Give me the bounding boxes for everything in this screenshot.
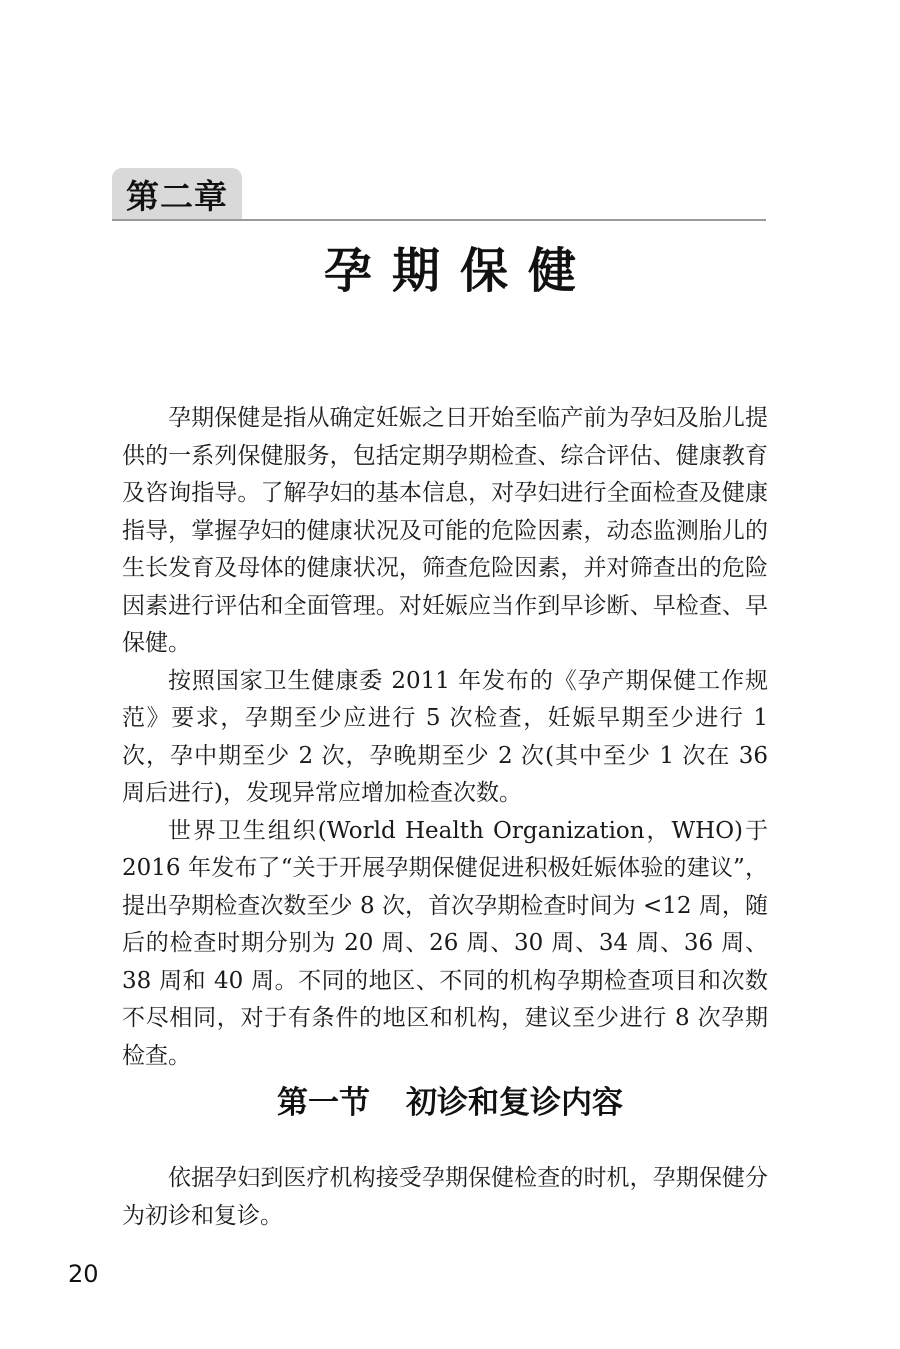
- section-title: 初诊和复诊内容: [406, 1085, 623, 1121]
- section-heading: [0, 1077, 900, 1122]
- section-paragraph-1: 依据孕妇到医疗机构接受孕期保健检查的时机，孕期保健分为初诊和复诊。: [122, 1165, 768, 1229]
- intro-paragraph-2: 按照国家卫生健康委 2011 年发布的《孕产期保健工作规范》要求，孕期至少应进行 5 次检查，妊娠早期至少进行 1 次，孕中期至少 2 次，孕晚期至少 2 次(其中至少 1 次在 36 周后进行)，发现异常应增加检查次数。: [122, 667, 768, 806]
- intro-paragraph-3: 世界卫生组织(World Health Organization，WHO)于 2016 年发布了“关于开展孕期保健促进积极妊娠体验的建议”，提出孕期检查次数至少 8 次，首次孕期检查时间为 <12 周，随后的检查时期分别为 20 周、26 周、30 周、34 周、36 周、38 周和 40 周。不同的地区、不同的机构孕期检查项目和次数不尽相同，对于有条件的地区和机构，建议至少进行 8 次孕期检查。: [122, 817, 768, 1069]
- section-number: 第一节: [277, 1085, 370, 1121]
- intro-paragraph-1: 孕期保健是指从确定妊娠之日开始至临产前为孕妇及胎儿提供的一系列保健服务，包括定期孕期检查、综合评估、健康教育及咨询指导。了解孕妇的基本信息，对孕妇进行全面检查及健康指导，掌握孕妇的健康状况及可能的危险因素，动态监测胎儿的生长发育及母体的健康状况，筛查危险因素，并对筛查出的危险因素进行评估和全面管理。对妊娠应当作到早诊断、早检查、早保健。: [122, 405, 768, 656]
- chapter-divider: [112, 219, 766, 221]
- page-number: 20: [68, 1260, 99, 1288]
- section-body: [122, 1160, 768, 1235]
- chapter-label: 第二章: [112, 168, 242, 220]
- chapter-intro: [122, 400, 768, 1075]
- chapter-title: 孕期保健: [323, 243, 596, 299]
